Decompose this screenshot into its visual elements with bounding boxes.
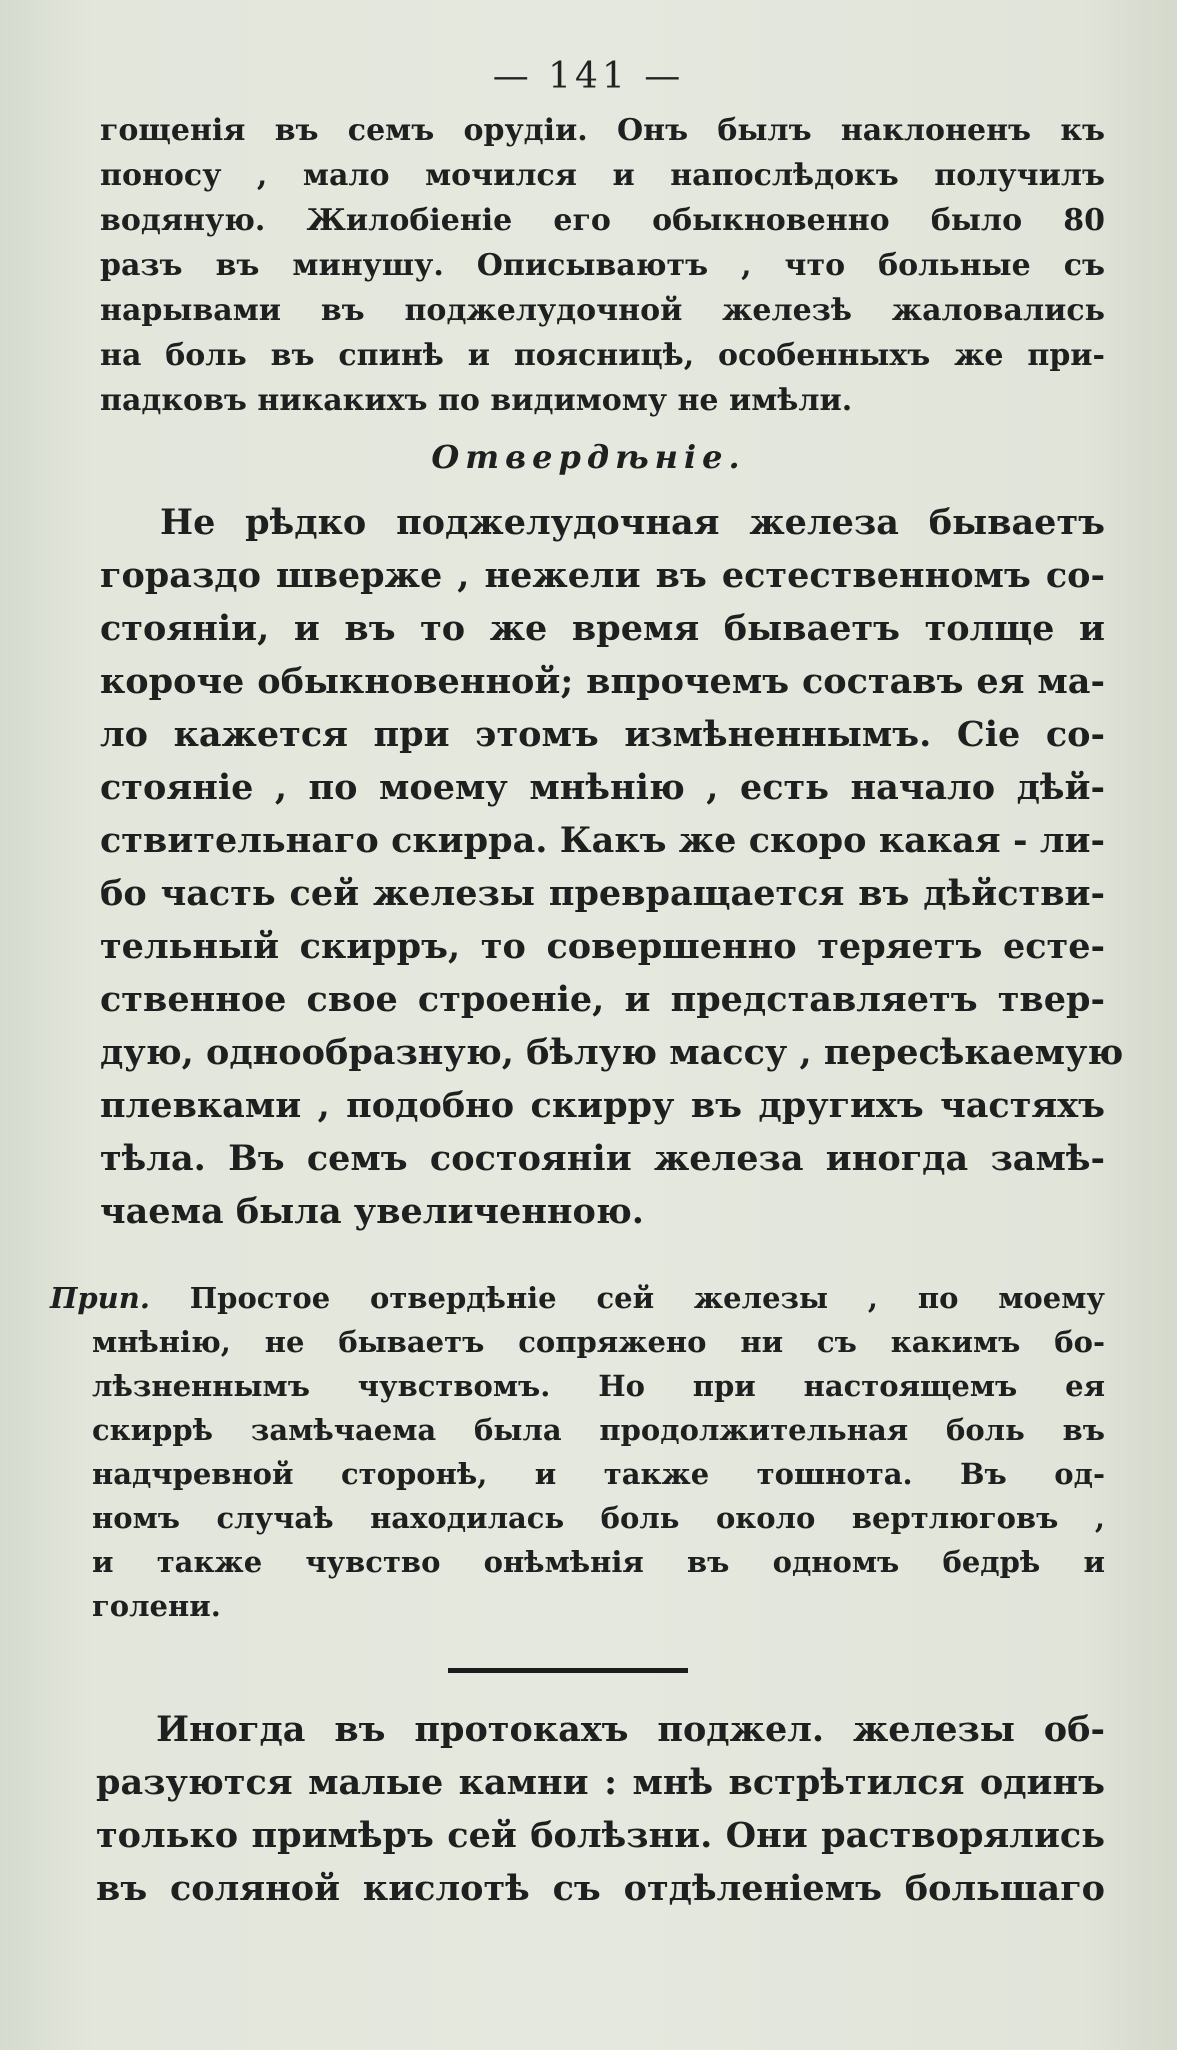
- note-first-line: [50, 1276, 1105, 1320]
- section-heading: Отвердѣніе.: [431, 438, 746, 476]
- text-line: ствительнаго скирра. Какъ же скоро какая - ли-: [100, 820, 1105, 861]
- text-line: тельный скирръ, то совершенно теряетъ есте-: [100, 926, 1105, 967]
- text-line: голени.: [92, 1589, 221, 1623]
- text-line: Иногда въ протокахъ поджел. железы об-: [156, 1709, 1105, 1750]
- text-line: скиррѣ замѣчаема была продолжительная боль въ: [92, 1413, 1105, 1447]
- note-first-line-text: Простое отвердѣніе сей железы , по моему: [189, 1281, 1105, 1315]
- text-line: разъ въ минушу. Описываютъ , что больные съ: [100, 248, 1105, 283]
- text-line: стояніи, и въ то же время бываетъ толще и: [100, 608, 1105, 649]
- page-number: — 141 —: [492, 56, 685, 97]
- text-line: поносу , мало мочился и напослѣдокъ получилъ: [100, 158, 1105, 193]
- text-line: нарывами въ поджелудочной железѣ жаловались: [100, 293, 1105, 328]
- text-line: водяную. Жилобіеніе его обыкновенно было 80: [100, 203, 1105, 238]
- bottom-paragraph: [96, 1703, 1105, 1915]
- text-line: ло кажется при этомъ измѣненнымъ. Сіе со-: [100, 714, 1105, 755]
- text-line: плевками , подобно скирру въ другихъ частяхъ: [100, 1085, 1105, 1126]
- text-line: надчревной сторонѣ, и также тошнота. Въ од-: [92, 1457, 1105, 1491]
- text-line: на боль въ спинѣ и поясницѣ, особенныхъ же при-: [100, 338, 1105, 373]
- main-paragraph: [100, 496, 1124, 1238]
- text-line: ственное свое строеніе, и представляетъ твер-: [100, 979, 1105, 1020]
- text-line: мнѣнію, не бываетъ сопряжено ни съ какимъ бо-: [92, 1325, 1105, 1359]
- text-line: номъ случаѣ находилась боль около вертлюговъ ,: [92, 1501, 1105, 1535]
- text-line: стояніе , по моему мнѣнію , есть начало дѣй-: [100, 767, 1105, 808]
- text-line: гораздо шверже , нежели въ естественномъ со-: [100, 555, 1105, 596]
- text-line: разуются малые камни : мнѣ встрѣтился одинъ: [96, 1762, 1105, 1803]
- text-line: гощенія въ семъ орудіи. Онъ былъ наклоненъ къ: [100, 113, 1105, 148]
- text-line: Не рѣдко поджелудочная железа бываетъ: [160, 502, 1105, 543]
- text-line: лѣзненнымъ чувствомъ. Но при настоящемъ ея: [92, 1369, 1105, 1403]
- text-line: чаема была увеличенною.: [100, 1191, 644, 1232]
- note: [50, 1276, 1105, 1628]
- note-label: Прип.: [50, 1281, 150, 1315]
- text-line: и также чувство онѣмѣнія въ одномъ бедрѣ и: [92, 1545, 1105, 1579]
- text-line: падковъ никакихъ по видимому не имѣли.: [100, 383, 853, 418]
- text-line: дую, однообразную, бѣлую массу , пересѣкаемую: [100, 1032, 1124, 1073]
- text-line: короче обыкновенной; впрочемъ составъ ея ма-: [100, 661, 1105, 702]
- top-paragraph: [100, 108, 1105, 423]
- text-line: тѣла. Въ семъ состояніи железа иногда замѣ-: [100, 1138, 1105, 1179]
- text-line: бо часть сей железы превращается въ дѣйстви-: [100, 873, 1105, 914]
- text-line: только примѣръ сей болѣзни. Они растворялись: [96, 1815, 1105, 1856]
- divider-rule: [448, 1668, 688, 1673]
- text-line: въ соляной кислотѣ съ отдѣленіемъ большаго: [96, 1868, 1105, 1909]
